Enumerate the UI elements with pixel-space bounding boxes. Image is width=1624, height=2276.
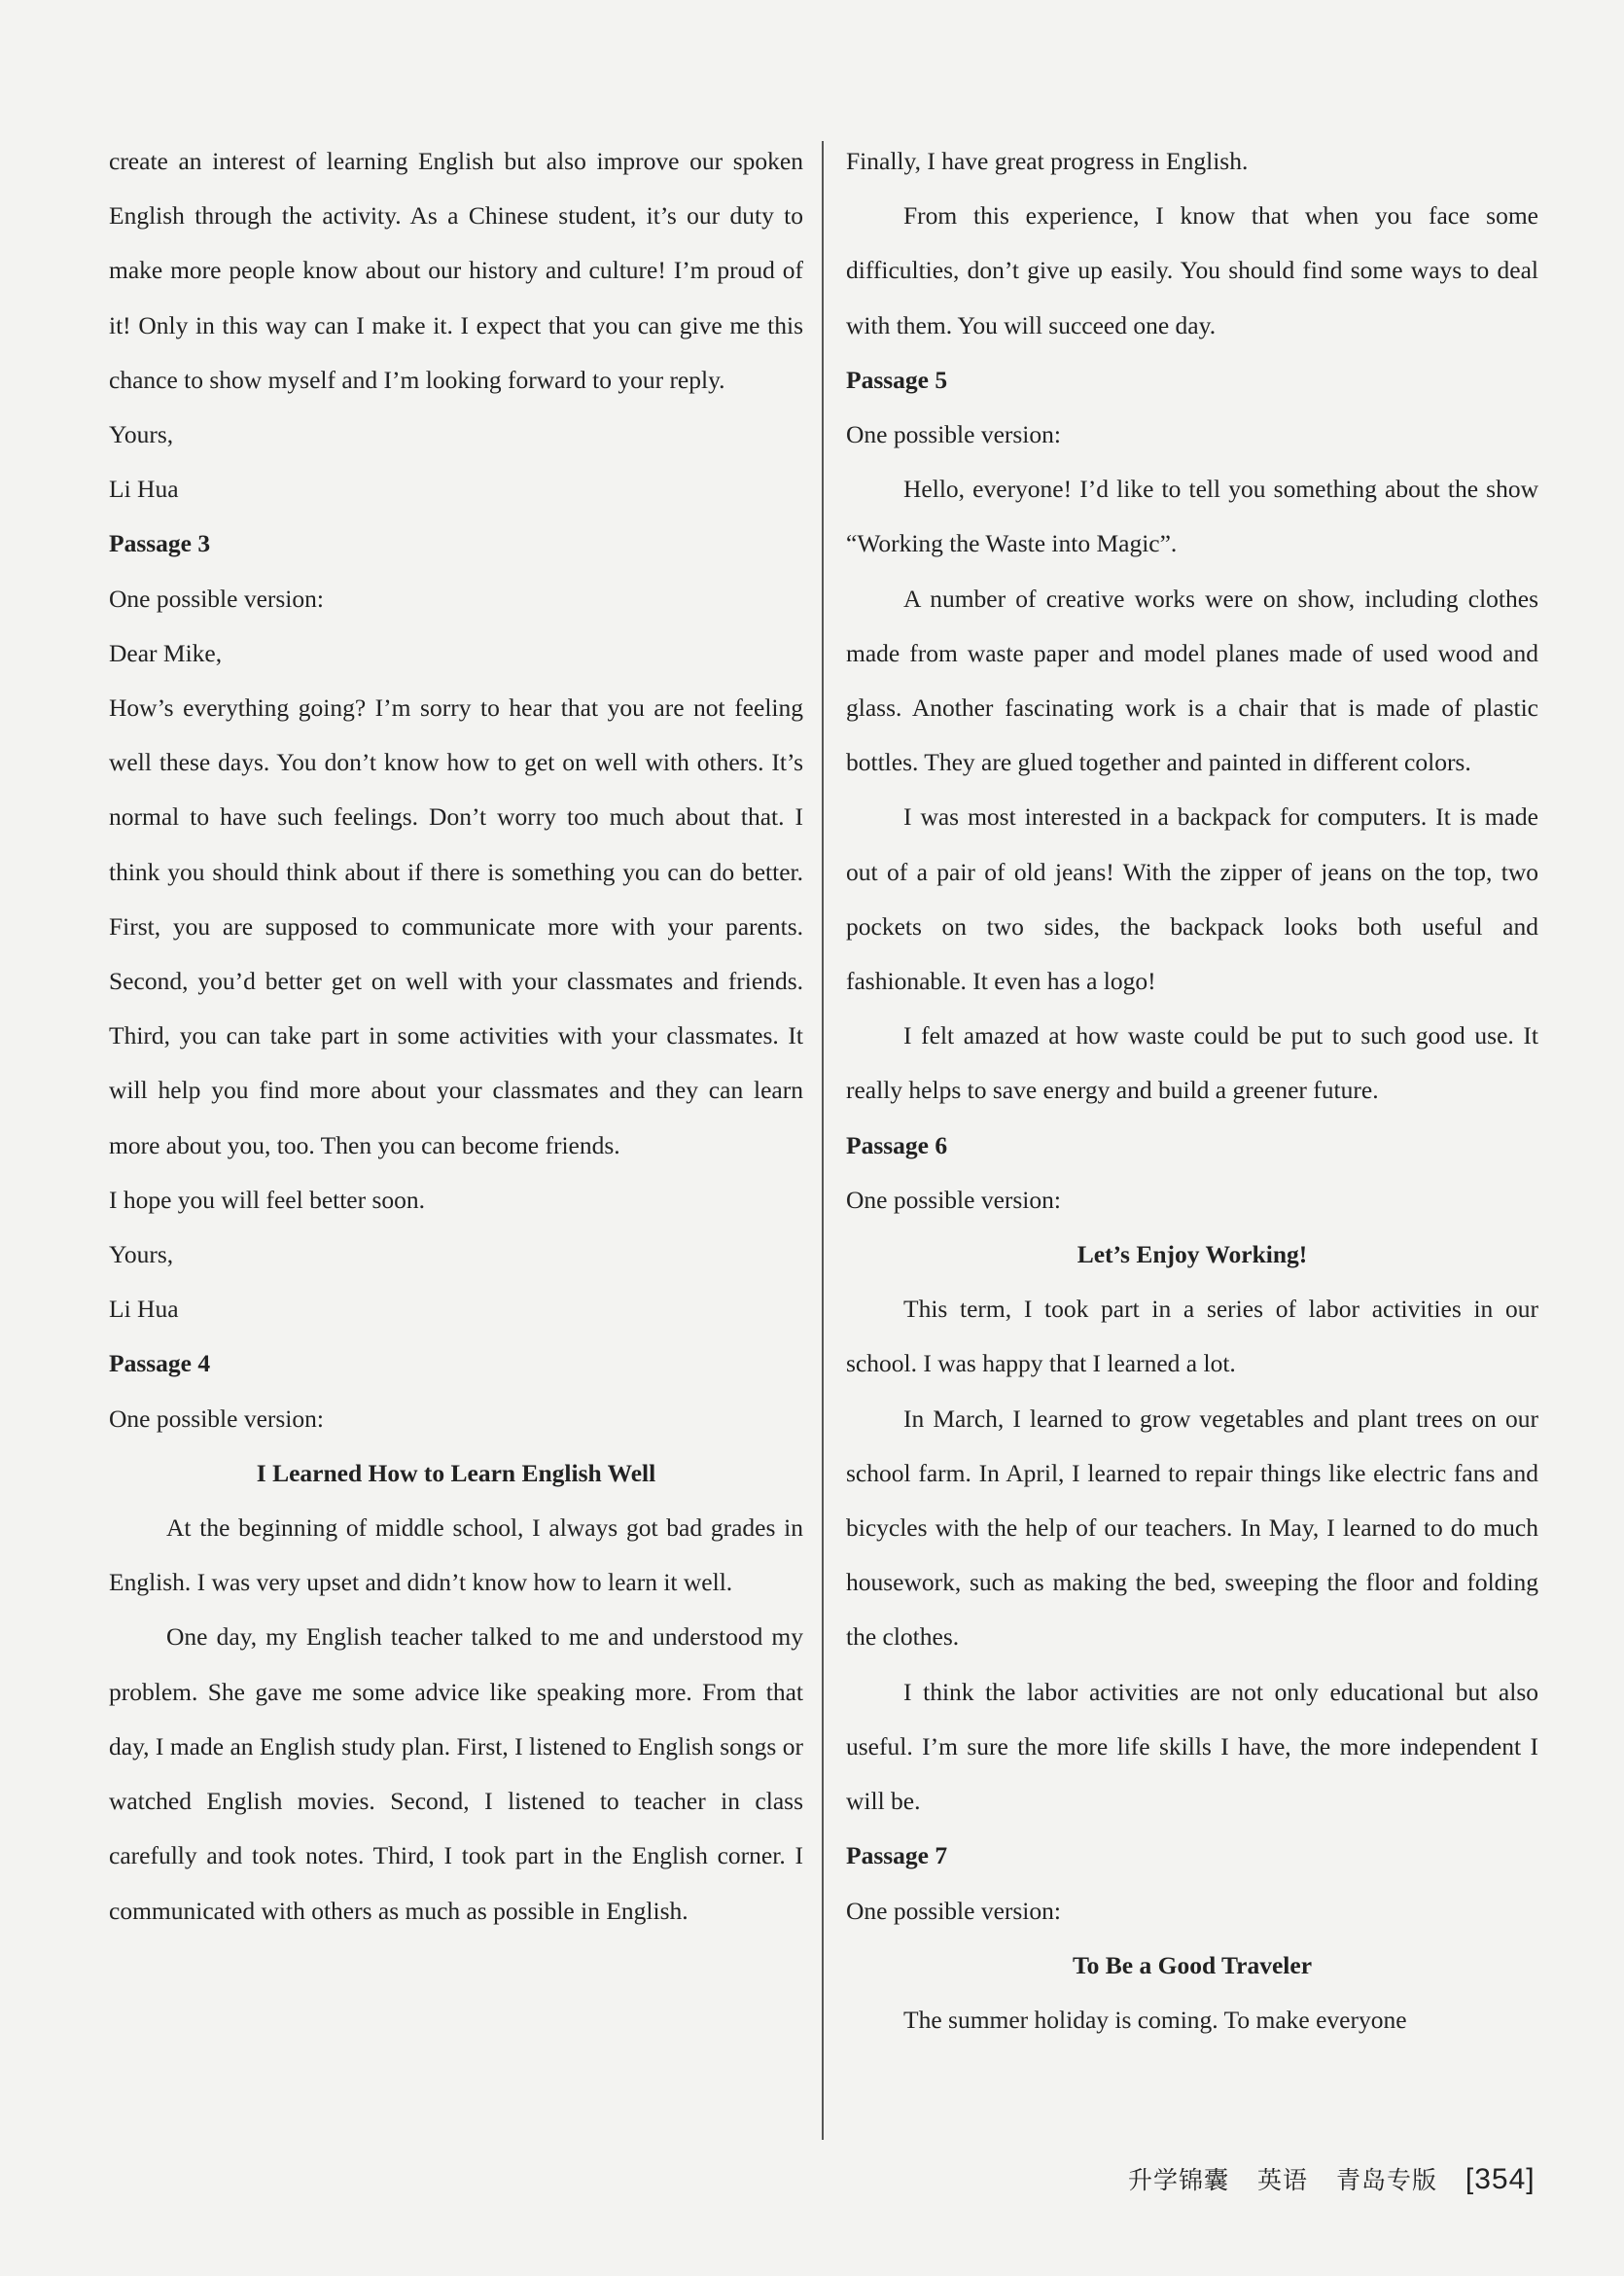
right-column — [846, 134, 1538, 2047]
paragraph: I was most interested in a backpack for computers. It is made out of a pair of old jeans! With the zipper of jeans on the top, two pockets on two sides, the backpack looks both useful and fashionable. It even has a logo! — [846, 802, 1538, 996]
passage-heading: Passage 6 — [846, 1130, 948, 1159]
subject-name: 英语 — [1256, 2166, 1308, 2194]
page-number: [354] — [1465, 2163, 1536, 2195]
passage-heading: Passage 7 — [846, 1841, 948, 1870]
paragraph: Finally, I have great progress in English. — [846, 147, 1249, 175]
version-label: One possible version: — [846, 1896, 1061, 1925]
greeting: Dear Mike, — [109, 638, 223, 667]
paragraph: A number of creative works were on show, including clothes made from waste paper and model planes made of used wood and glass. Another fascinating work is a chair that is made of plastic bottles. They are glued together and painted in different colors. — [846, 584, 1538, 777]
essay-title: Let’s Enjoy Working! — [1077, 1240, 1308, 1269]
essay-title: To Be a Good Traveler — [1072, 1950, 1313, 1979]
closing: Yours, — [109, 420, 174, 449]
paragraph: The summer holiday is coming. To make everyone — [903, 2005, 1407, 2034]
paragraph: At the beginning of middle school, I always got bad grades in English. I was very upset and didn’t know how to learn it well. — [109, 1513, 803, 1597]
paragraph: How’s everything going? I’m sorry to hear that you are not feeling well these days. You don’t know how to get on well with others. It’s normal to have such feelings. Don’t worry too much about that. I think you should think about if there is something you can do better. First, you are supposed to communicate more with your parents. Second, you’d better get on well with your classmates and friends. Third, you can take part in some activities with your classmates. It will help you find more about your classmates and they can learn more about you, too. Then you can become friends. — [109, 693, 803, 1159]
column-divider — [822, 141, 824, 2140]
book-name: 升学锦囊 — [1128, 2166, 1230, 2194]
paragraph: One day, my English teacher talked to me and understood my problem. She gave me some advice like speaking more. From that day, I made an English study plan. First, I listened to English songs or watched English movies. Second, I listened to teacher in class carefully and took notes. Third, I took part in the English corner. I communicated with others as much as possible in English. — [109, 1622, 803, 1925]
edition-name: 青岛专版 — [1335, 2166, 1437, 2194]
version-label: One possible version: — [846, 420, 1061, 449]
paragraph: I think the labor activities are not only educational but also useful. I’m sure the more life skills I have, the more independent I will be. — [846, 1677, 1538, 1816]
passage-heading: Passage 3 — [109, 529, 211, 558]
paragraph: I felt amazed at how waste could be put to such good use. It really helps to save energy and build a greener future. — [846, 1021, 1538, 1105]
paragraph: In March, I learned to grow vegetables and plant trees on our school farm. In April, I learned to repair things like electric fans and bicycles with the help of our teachers. In May, I learned to do much housework, such as making the bed, sweeping the floor and folding the clothes. — [846, 1404, 1538, 1652]
page-footer — [1128, 2161, 1555, 2196]
signature: Li Hua — [109, 1295, 179, 1324]
paragraph: This term, I took part in a series of labor activities in our school. I was happy that I learned a lot. — [846, 1295, 1538, 1378]
version-label: One possible version: — [109, 584, 324, 613]
closing: Yours, — [109, 1240, 174, 1269]
paragraph: create an interest of learning English but also improve our spoken English through the activity. As a Chinese student, it’s our duty to make more people know about our history and culture! I’m proud of it! Only in this way can I make it. I expect that you can give me this chance to show myself and I’m looking forward to your reply. — [109, 147, 803, 394]
passage-heading: Passage 5 — [846, 365, 948, 394]
left-column — [109, 134, 803, 1938]
signature: Li Hua — [109, 475, 179, 504]
paragraph: Hello, everyone! I’d like to tell you something about the show “Working the Waste into Magic”. — [846, 475, 1538, 558]
passage-heading: Passage 4 — [109, 1349, 211, 1378]
paragraph: From this experience, I know that when you face some difficulties, don’t give up easily. You should find some ways to deal with them. You will succeed one day. — [846, 201, 1538, 339]
paragraph: I hope you will feel better soon. — [109, 1185, 426, 1214]
version-label: One possible version: — [846, 1185, 1061, 1214]
essay-title: I Learned How to Learn English Well — [256, 1458, 656, 1487]
version-label: One possible version: — [109, 1404, 324, 1433]
